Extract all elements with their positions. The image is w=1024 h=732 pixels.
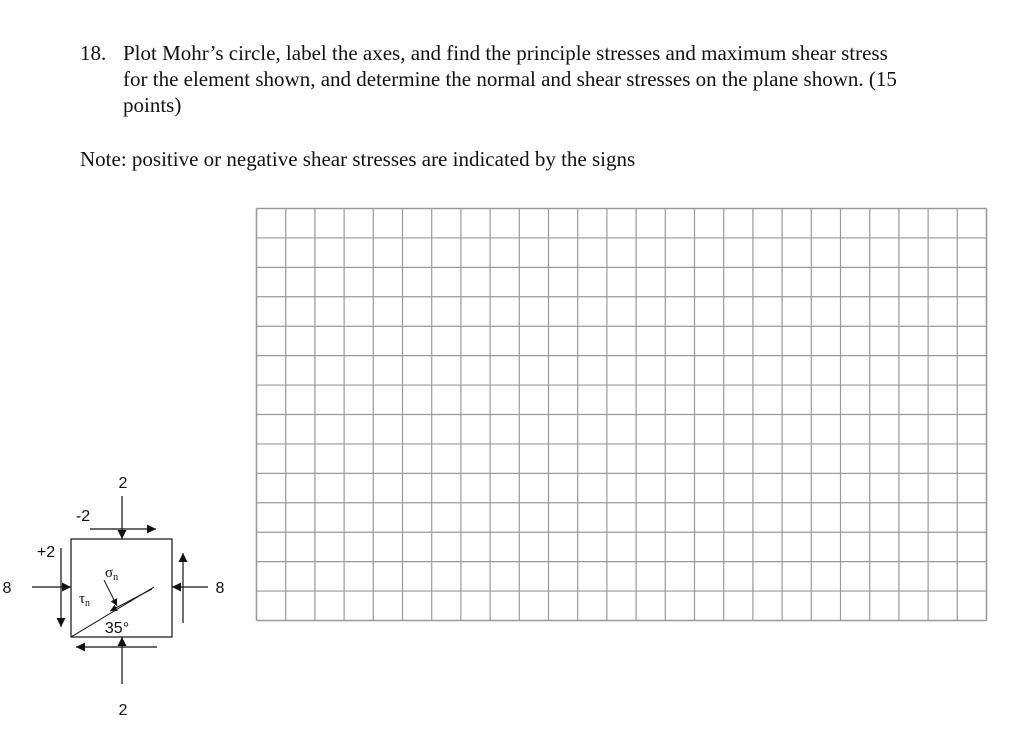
problem-statement <box>80 40 900 118</box>
angle-label: 35° <box>104 620 130 637</box>
problem-text: Plot Mohr’s circle, label the axes, and find the principle stresses and maximum shear stress for the element shown, and determine the normal and shear stresses on the plane shown. (15 points) <box>123 41 897 117</box>
right-load-label: 8 <box>215 580 225 597</box>
shear-stress-label: $\tau_n$ <box>79 591 91 609</box>
stress-element-diagram <box>0 260 240 719</box>
bottom-load-label: 2 <box>118 702 128 719</box>
left-shear-label: +2 <box>36 544 56 561</box>
top-load-label: 2 <box>118 475 128 492</box>
top-shear-label: -2 <box>75 508 91 525</box>
normal-stress-arrow <box>104 580 117 606</box>
left-load-label: 8 <box>2 580 12 597</box>
normal-stress-label: $\sigma_n$ <box>105 565 119 583</box>
shear-stress-arrow <box>110 589 152 611</box>
note-text: Note: positive or negative shear stresses are indicated by the signs <box>80 147 636 171</box>
graph-paper-grid <box>256 208 987 622</box>
problem-number: 18. <box>80 41 107 65</box>
